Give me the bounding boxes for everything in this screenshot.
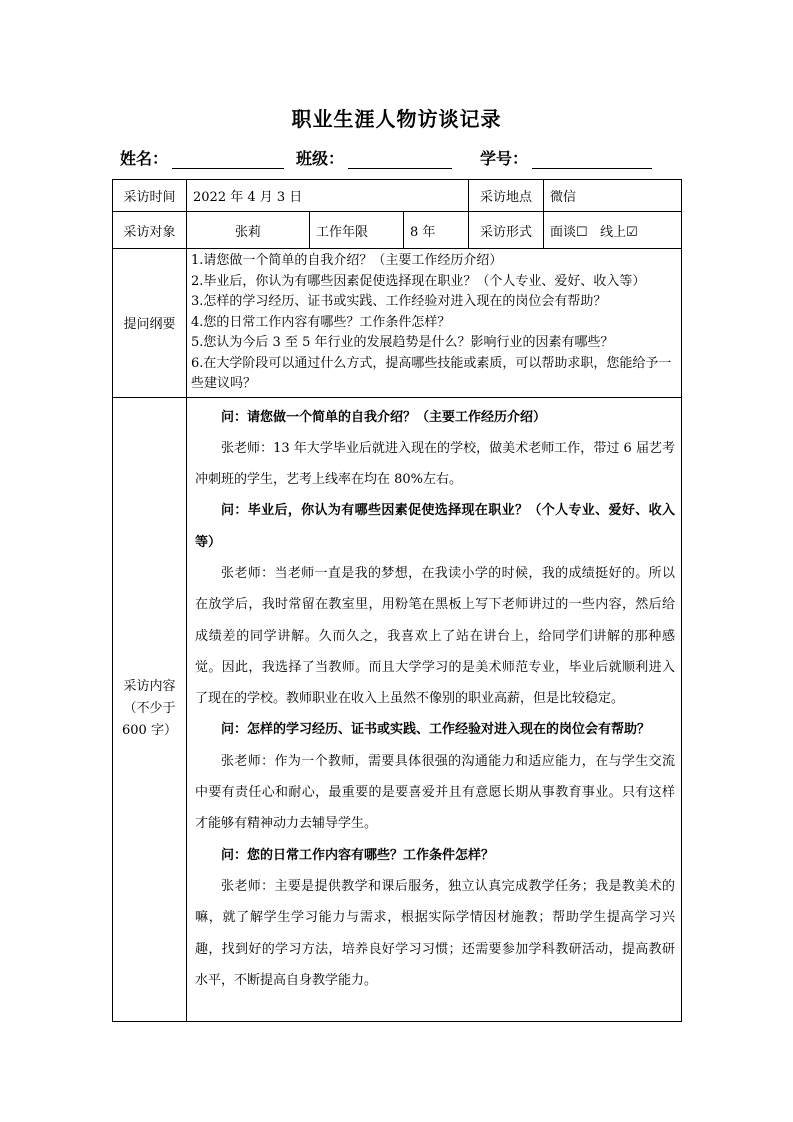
content-label-line: 600 字）: [122, 723, 177, 738]
years-value: 8 年: [404, 212, 469, 249]
row-time-place: [113, 180, 682, 212]
answer-paragraph: 张老师：作为一个教师，需要具体很强的沟通能力和适应能力，在与学生交流中要有责任心和耐心，最重要的是要喜爱并且有意愿长期从事教育事业。只有这样才能够有精神动力去辅导学生。: [195, 753, 675, 832]
place-label: 采访地点: [469, 180, 544, 212]
outline-label: 提问纲要: [113, 249, 187, 398]
content-label-line: （不少于: [123, 701, 176, 716]
class-label: 班级：: [296, 149, 345, 168]
row-subject: [113, 212, 682, 249]
row-outline: [113, 249, 682, 398]
student-id-label: 学号：: [480, 149, 529, 168]
student-info-row: [120, 146, 680, 172]
outline-item: 5.您认为今后 3 至 5 年行业的发展趋势是什么？影响行业的因素有哪些？: [191, 335, 614, 350]
name-blank[interactable]: [172, 150, 284, 169]
years-label: 工作年限: [310, 212, 404, 249]
question-paragraph: 问：怎样的学习经历、证书或实践、工作经验对进入现在的岗位会有帮助？: [221, 722, 651, 738]
interview-table: [112, 179, 682, 1022]
time-label: 采访时间: [113, 180, 187, 212]
form-label: 采访形式: [469, 212, 544, 249]
page-title: 职业生涯人物访谈记录: [291, 107, 502, 131]
outline-item: 4.您的日常工作内容有哪些？工作条件怎样？: [191, 314, 451, 330]
row-content: [113, 397, 682, 1021]
student-id-blank[interactable]: [532, 150, 652, 169]
question-paragraph: 问：您的日常工作内容有哪些？工作条件怎样？: [221, 847, 495, 863]
answer-paragraph: 张老师：主要是提供教学和课后服务，独立认真完成教学任务；我是教美术的嘛，就了解学生学习能力与需求，根据实际学情因材施教；帮助学生提高学习兴趣，找到好的学习方法，培养良好学习习惯；还需要参加学科教研活动，提高教研水平，不断提高自身教学能力。: [195, 878, 675, 988]
outline-item: 2.毕业后，你认为有哪些因素促使选择现在职业？（个人专业、爱好、收入等）: [191, 273, 646, 289]
name-field: [120, 146, 284, 169]
form-online-checkbox[interactable]: ☑: [626, 224, 638, 240]
subject-value: 张莉: [187, 212, 310, 249]
form-offline-label: 面谈: [550, 224, 577, 240]
question-paragraph: 问：请您做一个简单的自我介绍？（主要工作经历介绍）: [221, 409, 547, 425]
outline-item: 3.怎样的学习经历、证书或实践、工作经验对进入现在的岗位会有帮助？: [191, 294, 607, 309]
subject-label: 采访对象: [113, 212, 187, 249]
place-value: 微信: [544, 180, 682, 212]
name-label: 姓名：: [120, 149, 169, 168]
student-id-field: [480, 146, 652, 169]
form-online-label: 线上: [600, 224, 627, 240]
outline-list: [187, 249, 682, 398]
outline-item: 6.在大学阶段可以通过什么方式，提高哪些技能或素质，可以帮助求职，您能给予一些建议吗？: [191, 355, 672, 391]
form-options: [544, 212, 682, 249]
answer-paragraph: 张老师：当老师一直是我的梦想，在我读小学的时候，我的成绩挺好的。所以在放学后，我时常留在教室里，用粉笔在黑板上写下老师讲过的一些内容，然后给成绩差的同学讲解。久而久之，我喜欢上了站在讲台上，给同学们讲解的那种感觉。因此，我选择了当教师。而且大学学习的是美术师范专业，毕业后就顺利进入了现在的学校。教师职业在收入上虽然不像别的职业高薪，但是比较稳定。: [195, 565, 675, 707]
answer-paragraph: 张老师：13 年大学毕业后就进入现在的学校，做美术老师工作，带过 6 届艺考冲刺班的学生，艺考上线率在均在 80%左右。: [195, 440, 675, 488]
form-offline-checkbox[interactable]: ☐: [576, 224, 588, 240]
question-paragraph: 问：毕业后，你认为有哪些因素促使选择现在职业？（个人专业、爱好、收入等）: [195, 503, 675, 550]
class-field: [296, 146, 452, 169]
content-body: [187, 397, 682, 1021]
class-blank[interactable]: [348, 150, 452, 169]
time-value: 2022 年 4 月 3 日: [187, 180, 469, 212]
outline-item: 1.请您做一个简单的自我介绍？（主要工作经历介绍）: [191, 253, 503, 268]
content-label-line: 采访内容: [123, 679, 176, 694]
content-label: [113, 397, 187, 1021]
